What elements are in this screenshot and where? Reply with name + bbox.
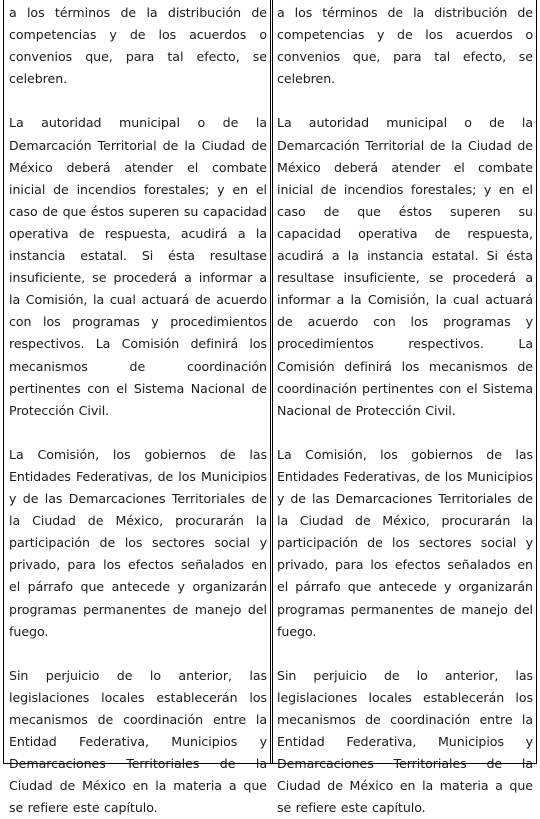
comparison-table xyxy=(3,0,537,816)
left-paragraph-3: La Comisión, los gobiernos de las Entidades Federativas, de los Municipios y de las Demarcaciones Territoriales de la Ciudad de México, procurarán la participación de los sectores social y privado, para los efectos señalados en el párrafo que antecede y organizarán programas permanentes de manejo del fuego. xyxy=(9,446,267,639)
left-paragraph-2: La autoridad municipal o de la Demarcación Territorial de la Ciudad de México deberá atender el combate inicial de incendios forestales; y en el caso de que éstos superen su capacidad operativa de respuesta, acudirá a la instancia estatal. Si ésta resultase insuficiente, se procederá a informar a la Comisión, la cual actuará de acuerdo con los programas y procedimientos respectivos. La Comisión definirá los mecanismos de coordinación pertinentes con el Sistema Nacional de Protección Civil. xyxy=(9,115,267,418)
right-paragraph-2: La autoridad municipal o de la Demarcación Territorial de la Ciudad de México deberá atender el combate inicial de incendios forestales; y en el caso de que éstos superen su capacidad operativa de respuesta, acudirá a la instancia estatal. Si ésta resultase insuficiente, se procederá a informar a la Comisión, la cual actuará de acuerdo con los programas y procedimientos respectivos. La Comisión definirá los mecanismos de coordinación pertinentes con el Sistema Nacional de Protección Civil. xyxy=(277,115,533,418)
right-column xyxy=(270,0,536,816)
left-paragraph-4: Sin perjuicio de lo anterior, las legislaciones locales establecerán los mecanismos de coordinación entre la Entidad Federativa, Municipios y Demarcaciones Territoriales de la Ciudad de México en la materia a que se refiere este capítulo. xyxy=(9,667,267,816)
right-paragraph-4: Sin perjuicio de lo anterior, las legislaciones locales establecerán los mecanismos de coordinación entre la Entidad Federativa, Municipios y Demarcaciones Territoriales de la Ciudad de México en la materia a que se refiere este capítulo. xyxy=(277,667,533,816)
left-column xyxy=(4,0,270,816)
left-paragraph-1: a los términos de la distribución de competencias y de los acuerdos o convenios que, para tal efecto, se celebren. xyxy=(9,5,267,87)
right-paragraph-3: La Comisión, los gobiernos de las Entidades Federativas, de los Municipios y de las Demarcaciones Territoriales de la Ciudad de México, procurarán la participación de los sectores social y privado, para los efectos señalados en el párrafo que antecede y organizarán programas permanentes de manejo del fuego. xyxy=(277,446,533,639)
right-paragraph-1: a los términos de la distribución de competencias y de los acuerdos o convenios que, para tal efecto, se celebren. xyxy=(277,5,533,87)
